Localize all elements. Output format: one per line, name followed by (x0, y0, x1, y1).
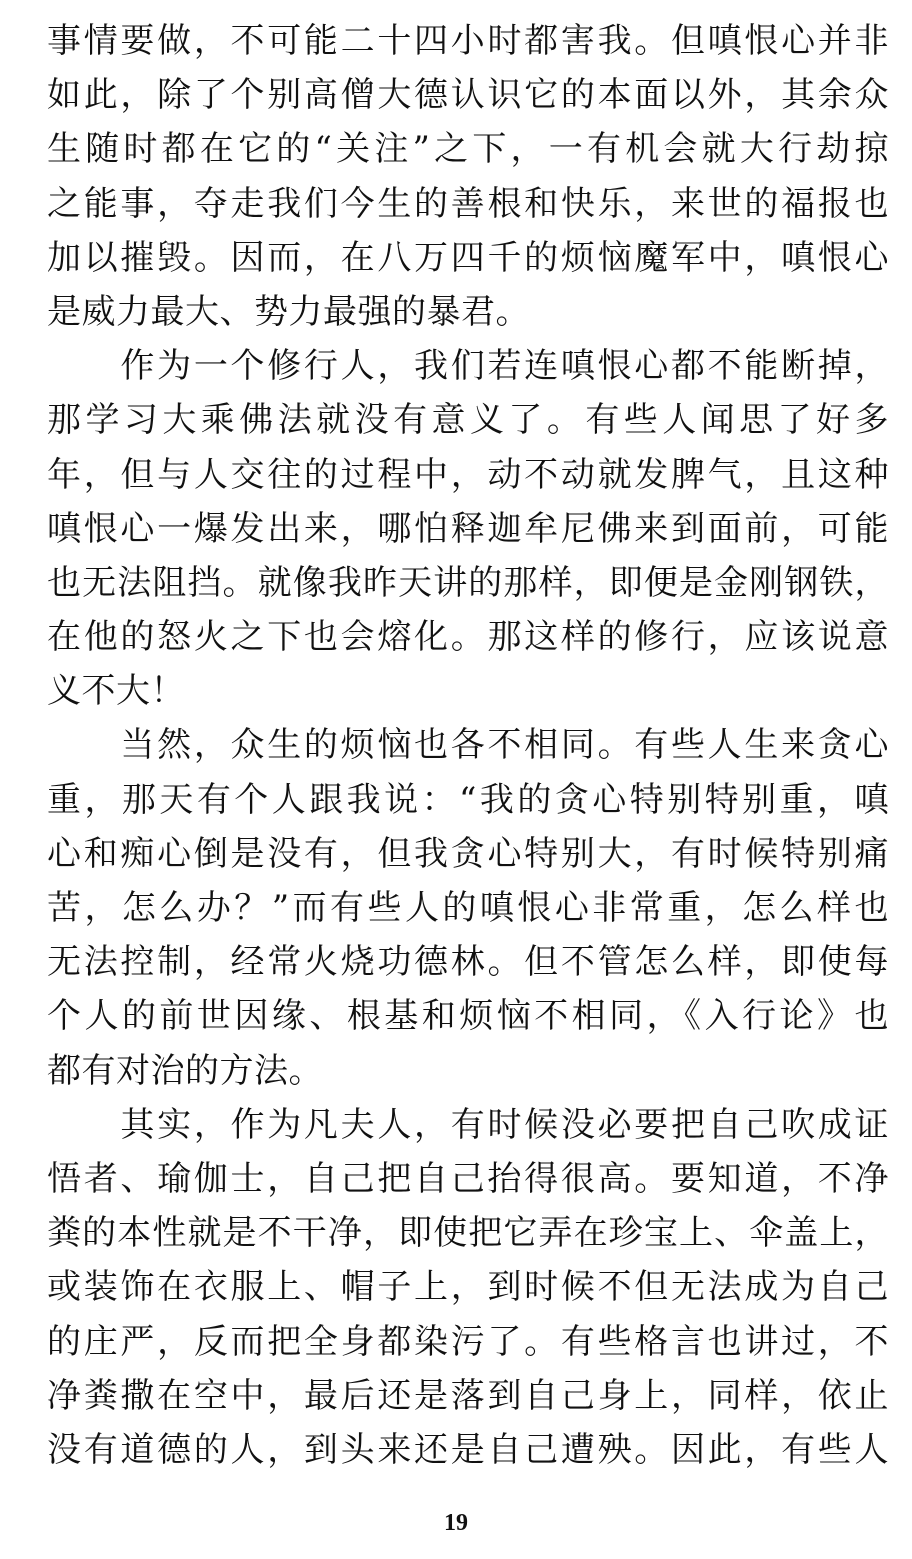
text-line: 悟者、瑜伽士，自己把自己抬得很高。要知道，不净 (47, 1158, 889, 1199)
text-line: 净粪撒在空中，最后还是落到自己身上，同样，依止 (47, 1375, 889, 1416)
body-text (47, 14, 889, 1477)
text-line: 那学习大乘佛法就没有意义了。有些人闻思了好多 (47, 400, 889, 441)
text-line: 是威力最大、势力最强的暴君。 (47, 291, 530, 332)
text-line: 没有道德的人，到头来还是自己遭殃。因此，有些人 (47, 1429, 889, 1470)
text-line: 也无法阻挡。就像我昨天讲的那样，即便是金刚钢铁， (47, 562, 889, 603)
text-line: 个人的前世因缘、根基和烦恼不相同，《入行论》也 (47, 996, 889, 1037)
text-line: 心和痴心倒是没有，但我贪心特别大，有时候特别痛 (47, 833, 889, 874)
text-line: 或装饰在衣服上、帽子上，到时候不但无法成为自己 (47, 1267, 889, 1308)
text-line: 之能事，夺走我们今生的善根和快乐，来世的福报也 (47, 183, 889, 224)
text-line: 事情要做，不可能二十四小时都害我。但嗔恨心并非 (47, 21, 889, 61)
text-line: 年，但与人交往的过程中，动不动就发脾气，且这种 (47, 454, 889, 495)
text-line: 的庄严，反而把全身都染污了。有些格言也讲过，不 (47, 1321, 889, 1362)
text-line: 粪的本性就是不干净，即使把它弄在珍宝上、伞盖上， (47, 1213, 889, 1254)
text-line: 都有对治的方法。 (47, 1050, 323, 1091)
text-line: 苦，怎么办？”而有些人的嗔恨心非常重，怎么样也 (47, 888, 889, 928)
text-line: 嗔恨心一爆发出来，哪怕释迦牟尼佛来到面前，可能 (47, 508, 889, 549)
text-line: 重，那天有个人跟我说：“我的贪心特别特别重，嗔 (47, 779, 889, 820)
text-line: 当然，众生的烦恼也各不相同。有些人生来贪心 (47, 725, 889, 766)
text-line: 无法控制，经常火烧功德林。但不管怎么样，即使每 (47, 942, 889, 983)
text-line: 义不大！ (47, 671, 185, 712)
text-line: 其实，作为凡夫人，有时候没必要把自己吹成证 (47, 1104, 889, 1145)
page-number: 19 (444, 1510, 468, 1536)
text-line: 在他的怒火之下也会熔化。那这样的修行，应该说意 (47, 617, 889, 658)
text-line: 如此，除了个别高僧大德认识它的本面以外，其余众 (47, 75, 889, 116)
text-line: 作为一个修行人，我们若连嗔恨心都不能断掉， (47, 346, 889, 387)
text-line: 加以摧毁。因而，在八万四千的烦恼魔军中，嗔恨心 (47, 237, 889, 278)
text-line: 生随时都在它的“关注”之下，一有机会就大行劫掠 (47, 129, 889, 170)
